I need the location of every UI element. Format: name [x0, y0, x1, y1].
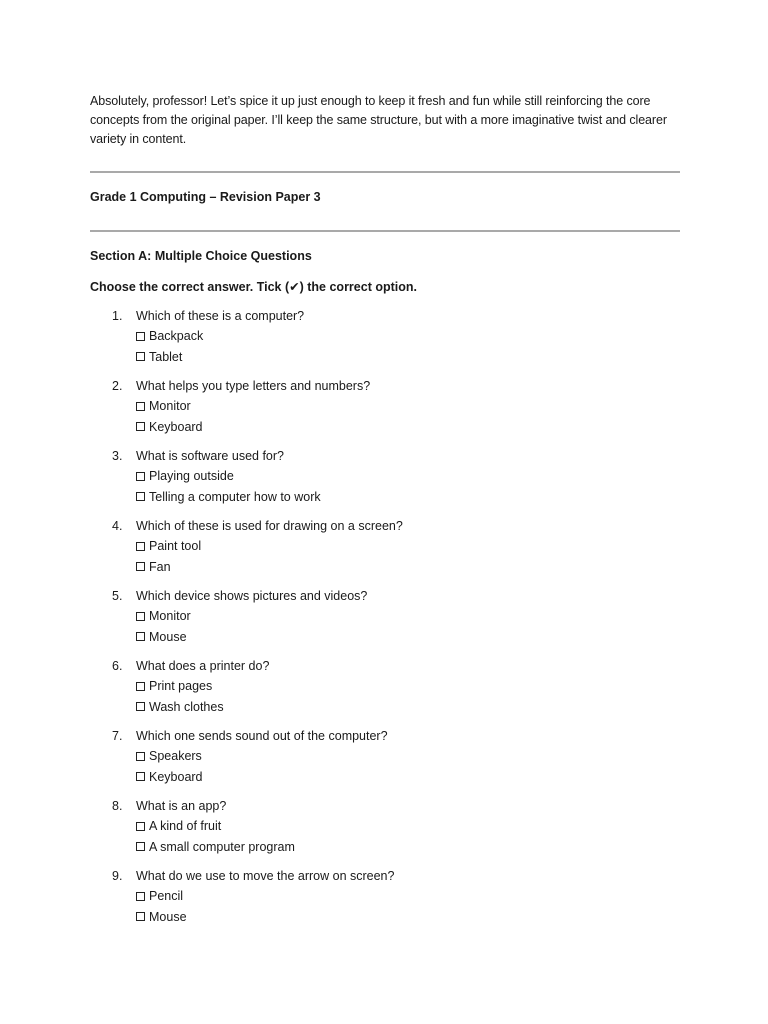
option-label: Paint tool — [149, 539, 202, 553]
horizontal-rule — [90, 230, 680, 232]
checkbox-icon[interactable] — [136, 892, 145, 901]
checkbox-icon[interactable] — [136, 842, 145, 851]
section-title: Section A: Multiple Choice Questions — [90, 249, 312, 263]
question-item — [90, 796, 680, 857]
checkbox-icon[interactable] — [136, 352, 145, 361]
answer-option[interactable] — [136, 536, 680, 557]
option-label: Backpack — [149, 329, 204, 343]
question-item — [90, 656, 680, 717]
checkbox-icon[interactable] — [136, 772, 145, 781]
question-list — [90, 306, 680, 927]
question-number: 2. — [112, 379, 123, 393]
question-text: What is software used for? — [136, 449, 284, 463]
checkbox-icon[interactable] — [136, 542, 145, 551]
answer-option[interactable] — [136, 417, 680, 438]
option-label: Keyboard — [149, 419, 203, 434]
answer-option[interactable] — [136, 347, 680, 368]
answer-option[interactable] — [136, 396, 680, 417]
answer-option[interactable] — [136, 767, 680, 788]
checkbox-icon[interactable] — [136, 472, 145, 481]
checkbox-icon[interactable] — [136, 562, 145, 571]
instruction-text: Choose the correct answer. Tick (✔) the correct option. — [90, 280, 417, 294]
question-item — [90, 376, 680, 437]
checkbox-icon[interactable] — [136, 682, 145, 691]
question-item — [90, 866, 680, 927]
option-label: Telling a computer how to work — [149, 489, 321, 504]
intro-paragraph: Absolutely, professor! Let’s spice it up just enough to keep it fresh and fun while still reinforcing the core concepts from the original paper. I’ll keep the same structure, but with a more imaginative twist and clearer variety in content. — [90, 94, 667, 146]
question-number: 8. — [112, 799, 123, 813]
question-item — [90, 516, 680, 577]
answer-option[interactable] — [136, 627, 680, 648]
question-text: What does a printer do? — [136, 659, 270, 673]
question-number: 9. — [112, 869, 123, 883]
answer-option[interactable] — [136, 816, 680, 837]
question-number: 5. — [112, 589, 123, 603]
question-item — [90, 726, 680, 787]
answer-option[interactable] — [136, 837, 680, 858]
answer-option[interactable] — [136, 466, 680, 487]
option-label: Print pages — [149, 679, 213, 693]
answer-option[interactable] — [136, 557, 680, 578]
checkbox-icon[interactable] — [136, 492, 145, 501]
question-number: 3. — [112, 449, 123, 463]
answer-option[interactable] — [136, 326, 680, 347]
option-label: Monitor — [149, 399, 191, 413]
question-text: What is an app? — [136, 799, 227, 813]
option-label: Mouse — [149, 629, 187, 644]
checkbox-icon[interactable] — [136, 752, 145, 761]
checkbox-icon[interactable] — [136, 612, 145, 621]
checkbox-icon[interactable] — [136, 422, 145, 431]
question-text: Which one sends sound out of the computer? — [136, 729, 388, 743]
paper-title: Grade 1 Computing – Revision Paper 3 — [90, 190, 321, 204]
checkbox-icon[interactable] — [136, 912, 145, 921]
option-label: Wash clothes — [149, 699, 224, 714]
question-number: 1. — [112, 309, 123, 323]
answer-option[interactable] — [136, 487, 680, 508]
question-item — [90, 586, 680, 647]
question-text: What do we use to move the arrow on screen? — [136, 869, 395, 883]
answer-option[interactable] — [136, 606, 680, 627]
option-label: Tablet — [149, 349, 183, 364]
checkbox-icon[interactable] — [136, 822, 145, 831]
document-page — [90, 92, 680, 936]
question-number: 4. — [112, 519, 123, 533]
answer-option[interactable] — [136, 676, 680, 697]
answer-option[interactable] — [136, 886, 680, 907]
checkbox-icon[interactable] — [136, 332, 145, 341]
checkbox-icon[interactable] — [136, 632, 145, 641]
question-item — [90, 306, 680, 367]
answer-option[interactable] — [136, 697, 680, 718]
option-label: Playing outside — [149, 469, 234, 483]
horizontal-rule — [90, 171, 680, 173]
question-text: Which of these is a computer? — [136, 309, 305, 323]
question-number: 6. — [112, 659, 123, 673]
option-label: A kind of fruit — [149, 819, 222, 833]
option-label: Pencil — [149, 889, 184, 903]
option-label: Speakers — [149, 749, 202, 763]
answer-option[interactable] — [136, 746, 680, 767]
question-text: Which of these is used for drawing on a screen? — [136, 519, 403, 533]
question-text: What helps you type letters and numbers? — [136, 379, 371, 393]
checkbox-icon[interactable] — [136, 702, 145, 711]
option-label: Mouse — [149, 909, 187, 924]
question-text: Which device shows pictures and videos? — [136, 589, 368, 603]
option-label: Fan — [149, 559, 171, 574]
question-item — [90, 446, 680, 507]
answer-option[interactable] — [136, 907, 680, 928]
option-label: Monitor — [149, 609, 191, 623]
option-label: A small computer program — [149, 839, 295, 854]
question-number: 7. — [112, 729, 123, 743]
checkbox-icon[interactable] — [136, 402, 145, 411]
option-label: Keyboard — [149, 769, 203, 784]
